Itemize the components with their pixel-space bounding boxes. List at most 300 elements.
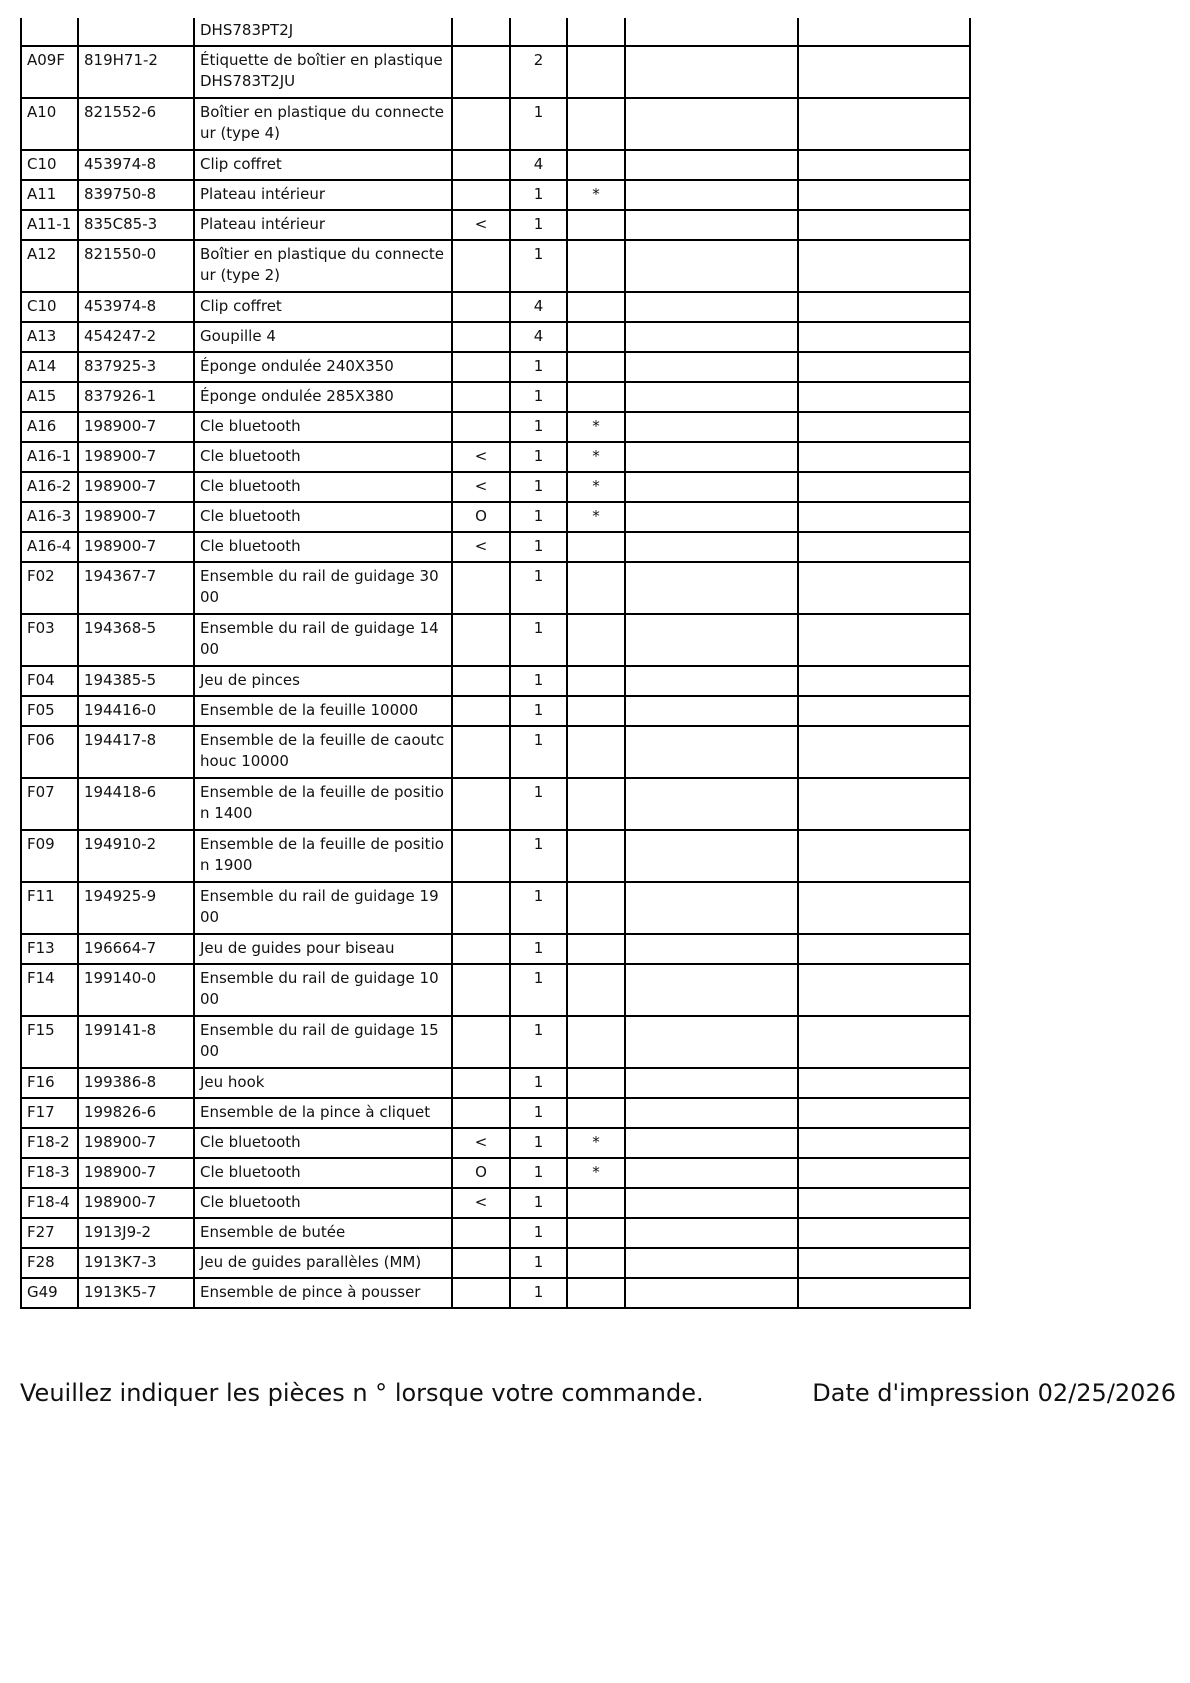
mark-cell	[567, 1016, 625, 1068]
empty-cell	[625, 442, 798, 472]
note-cell	[452, 1098, 510, 1128]
part-number-cell: 194417-8	[78, 726, 194, 778]
table-row	[21, 382, 970, 412]
table-row	[21, 98, 970, 150]
quantity-cell: 1	[510, 502, 567, 532]
mark-cell	[567, 696, 625, 726]
description-cell: Ensemble de la feuille de position 1900	[194, 830, 452, 882]
note-cell	[452, 666, 510, 696]
description-cell: Éponge ondulée 285X380	[194, 382, 452, 412]
ref-cell: F18-3	[21, 1158, 78, 1188]
mark-cell	[567, 240, 625, 292]
quantity-cell: 1	[510, 1098, 567, 1128]
description-cell: Ensemble de la feuille 10000	[194, 696, 452, 726]
quantity-cell: 4	[510, 150, 567, 180]
part-number-cell: 198900-7	[78, 442, 194, 472]
table-row	[21, 442, 970, 472]
note-cell	[452, 322, 510, 352]
quantity-cell: 1	[510, 1188, 567, 1218]
empty-cell	[625, 322, 798, 352]
empty-cell	[625, 1098, 798, 1128]
part-number-cell: 199386-8	[78, 1068, 194, 1098]
ref-cell: A11	[21, 180, 78, 210]
quantity-cell	[510, 18, 567, 46]
quantity-cell: 1	[510, 1068, 567, 1098]
ref-cell: A09F	[21, 46, 78, 98]
table-row	[21, 1158, 970, 1188]
empty-cell	[798, 46, 970, 98]
table-row	[21, 472, 970, 502]
ref-cell: A11-1	[21, 210, 78, 240]
ref-cell: A16-1	[21, 442, 78, 472]
quantity-cell: 1	[510, 830, 567, 882]
note-cell	[452, 882, 510, 934]
quantity-cell: 1	[510, 180, 567, 210]
mark-cell	[567, 882, 625, 934]
note-cell	[452, 726, 510, 778]
table-row	[21, 1068, 970, 1098]
part-number-cell: 198900-7	[78, 472, 194, 502]
empty-cell	[798, 934, 970, 964]
empty-cell	[625, 1016, 798, 1068]
empty-cell	[625, 666, 798, 696]
empty-cell	[625, 1158, 798, 1188]
ref-cell: F18-4	[21, 1188, 78, 1218]
table-row	[21, 696, 970, 726]
empty-cell	[625, 614, 798, 666]
empty-cell	[798, 1068, 970, 1098]
table-row	[21, 614, 970, 666]
part-number-cell: 194416-0	[78, 696, 194, 726]
description-cell: Clip coffret	[194, 150, 452, 180]
part-number-cell: 196664-7	[78, 934, 194, 964]
note-cell	[452, 934, 510, 964]
empty-cell	[798, 98, 970, 150]
empty-cell	[798, 442, 970, 472]
note-cell: <	[452, 1128, 510, 1158]
table-row	[21, 352, 970, 382]
part-number-cell: 198900-7	[78, 1158, 194, 1188]
empty-cell	[625, 1248, 798, 1278]
mark-cell	[567, 934, 625, 964]
part-number-cell: 837925-3	[78, 352, 194, 382]
ref-cell: F17	[21, 1098, 78, 1128]
empty-cell	[798, 18, 970, 46]
description-cell: Plateau intérieur	[194, 180, 452, 210]
quantity-cell: 1	[510, 726, 567, 778]
empty-cell	[798, 1188, 970, 1218]
description-cell: Cle bluetooth	[194, 472, 452, 502]
empty-cell	[625, 240, 798, 292]
empty-cell	[798, 726, 970, 778]
table-row	[21, 726, 970, 778]
print-date: Date d'impression 02/25/2026	[812, 1379, 1176, 1407]
note-cell	[452, 830, 510, 882]
ref-cell: F03	[21, 614, 78, 666]
mark-cell	[567, 1218, 625, 1248]
description-cell: Cle bluetooth	[194, 1128, 452, 1158]
empty-cell	[798, 1218, 970, 1248]
note-cell	[452, 1248, 510, 1278]
table-row	[21, 240, 970, 292]
empty-cell	[798, 830, 970, 882]
note-cell	[452, 382, 510, 412]
part-number-cell: 194910-2	[78, 830, 194, 882]
part-number-cell: 839750-8	[78, 180, 194, 210]
part-number-cell: 453974-8	[78, 292, 194, 322]
description-cell: Plateau intérieur	[194, 210, 452, 240]
part-number-cell: 198900-7	[78, 532, 194, 562]
empty-cell	[798, 696, 970, 726]
ref-cell: A12	[21, 240, 78, 292]
mark-cell	[567, 1098, 625, 1128]
empty-cell	[798, 614, 970, 666]
description-cell: Ensemble de butée	[194, 1218, 452, 1248]
table-row	[21, 292, 970, 322]
empty-cell	[798, 240, 970, 292]
note-cell	[452, 180, 510, 210]
part-number-cell: 194925-9	[78, 882, 194, 934]
empty-cell	[798, 322, 970, 352]
quantity-cell: 1	[510, 964, 567, 1016]
empty-cell	[625, 532, 798, 562]
empty-cell	[625, 696, 798, 726]
note-cell	[452, 964, 510, 1016]
description-cell: Cle bluetooth	[194, 532, 452, 562]
empty-cell	[625, 1218, 798, 1248]
note-cell	[452, 292, 510, 322]
quantity-cell: 1	[510, 1158, 567, 1188]
mark-cell: *	[567, 472, 625, 502]
table-row	[21, 1128, 970, 1158]
note-cell: <	[452, 1188, 510, 1218]
table-row	[21, 1218, 970, 1248]
note-cell	[452, 1218, 510, 1248]
mark-cell	[567, 150, 625, 180]
description-cell: Ensemble du rail de guidage 1400	[194, 614, 452, 666]
part-number-cell: 835C85-3	[78, 210, 194, 240]
ref-cell: C10	[21, 292, 78, 322]
empty-cell	[798, 882, 970, 934]
empty-cell	[798, 778, 970, 830]
mark-cell	[567, 1188, 625, 1218]
quantity-cell: 4	[510, 292, 567, 322]
ref-cell: F05	[21, 696, 78, 726]
description-cell: Cle bluetooth	[194, 502, 452, 532]
empty-cell	[625, 412, 798, 442]
table-row	[21, 18, 970, 46]
empty-cell	[625, 210, 798, 240]
quantity-cell: 1	[510, 666, 567, 696]
part-number-cell: 199141-8	[78, 1016, 194, 1068]
quantity-cell: 1	[510, 98, 567, 150]
table-row	[21, 46, 970, 98]
ref-cell: A15	[21, 382, 78, 412]
note-cell	[452, 1068, 510, 1098]
mark-cell	[567, 210, 625, 240]
table-row	[21, 778, 970, 830]
part-number-cell: 194368-5	[78, 614, 194, 666]
mark-cell	[567, 964, 625, 1016]
quantity-cell: 1	[510, 382, 567, 412]
empty-cell	[798, 1158, 970, 1188]
table-row	[21, 964, 970, 1016]
parts-table	[20, 18, 971, 1309]
ref-cell: F06	[21, 726, 78, 778]
mark-cell	[567, 1248, 625, 1278]
quantity-cell: 1	[510, 778, 567, 830]
description-cell: Étiquette de boîtier en plastique DHS783T2JU	[194, 46, 452, 98]
mark-cell	[567, 46, 625, 98]
empty-cell	[625, 1278, 798, 1308]
mark-cell	[567, 830, 625, 882]
empty-cell	[625, 1188, 798, 1218]
part-number-cell: 198900-7	[78, 412, 194, 442]
table-row	[21, 502, 970, 532]
empty-cell	[798, 1248, 970, 1278]
mark-cell	[567, 1068, 625, 1098]
mark-cell: *	[567, 180, 625, 210]
quantity-cell: 1	[510, 934, 567, 964]
empty-cell	[798, 412, 970, 442]
empty-cell	[798, 1128, 970, 1158]
note-cell	[452, 696, 510, 726]
description-cell: Ensemble de pince à pousser	[194, 1278, 452, 1308]
empty-cell	[625, 934, 798, 964]
part-number-cell: 194418-6	[78, 778, 194, 830]
note-cell	[452, 98, 510, 150]
note-cell	[452, 352, 510, 382]
empty-cell	[798, 382, 970, 412]
empty-cell	[625, 964, 798, 1016]
empty-cell	[625, 382, 798, 412]
quantity-cell: 1	[510, 442, 567, 472]
part-number-cell: 198900-7	[78, 1128, 194, 1158]
ref-cell: F09	[21, 830, 78, 882]
description-cell: Ensemble de la feuille de position 1400	[194, 778, 452, 830]
part-number-cell	[78, 18, 194, 46]
empty-cell	[625, 46, 798, 98]
table-row	[21, 532, 970, 562]
empty-cell	[625, 502, 798, 532]
ref-cell: A16	[21, 412, 78, 442]
note-cell: O	[452, 1158, 510, 1188]
part-number-cell: 821550-0	[78, 240, 194, 292]
ref-cell: A13	[21, 322, 78, 352]
table-row	[21, 412, 970, 442]
description-cell: Cle bluetooth	[194, 1158, 452, 1188]
empty-cell	[798, 666, 970, 696]
note-cell: O	[452, 502, 510, 532]
part-number-cell: 819H71-2	[78, 46, 194, 98]
description-cell: Ensemble de la feuille de caoutchouc 10000	[194, 726, 452, 778]
quantity-cell: 1	[510, 562, 567, 614]
empty-cell	[625, 98, 798, 150]
ref-cell: F28	[21, 1248, 78, 1278]
part-number-cell: 1913K7-3	[78, 1248, 194, 1278]
description-cell: Ensemble du rail de guidage 3000	[194, 562, 452, 614]
note-cell: <	[452, 472, 510, 502]
mark-cell	[567, 666, 625, 696]
note-cell: <	[452, 442, 510, 472]
empty-cell	[625, 292, 798, 322]
empty-cell	[625, 352, 798, 382]
mark-cell: *	[567, 1158, 625, 1188]
description-cell: Ensemble du rail de guidage 1500	[194, 1016, 452, 1068]
description-cell: Goupille 4	[194, 322, 452, 352]
empty-cell	[798, 1098, 970, 1128]
empty-cell	[798, 964, 970, 1016]
quantity-cell: 1	[510, 472, 567, 502]
table-row	[21, 180, 970, 210]
quantity-cell: 1	[510, 210, 567, 240]
ref-cell: F11	[21, 882, 78, 934]
part-number-cell: 1913J9-2	[78, 1218, 194, 1248]
note-cell	[452, 1016, 510, 1068]
quantity-cell: 1	[510, 532, 567, 562]
note-cell	[452, 412, 510, 442]
mark-cell: *	[567, 502, 625, 532]
quantity-cell: 1	[510, 1128, 567, 1158]
empty-cell	[798, 180, 970, 210]
description-cell: Cle bluetooth	[194, 1188, 452, 1218]
order-instruction-note: Veuillez indiquer les pièces n ° lorsque votre commande.	[20, 1379, 704, 1407]
empty-cell	[625, 882, 798, 934]
quantity-cell: 1	[510, 614, 567, 666]
quantity-cell: 2	[510, 46, 567, 98]
mark-cell	[567, 614, 625, 666]
ref-cell: G49	[21, 1278, 78, 1308]
description-cell: Cle bluetooth	[194, 412, 452, 442]
ref-cell: C10	[21, 150, 78, 180]
table-row	[21, 1248, 970, 1278]
mark-cell	[567, 778, 625, 830]
part-number-cell: 821552-6	[78, 98, 194, 150]
part-number-cell: 199826-6	[78, 1098, 194, 1128]
ref-cell: F13	[21, 934, 78, 964]
quantity-cell: 1	[510, 882, 567, 934]
empty-cell	[798, 352, 970, 382]
ref-cell: F18-2	[21, 1128, 78, 1158]
empty-cell	[625, 778, 798, 830]
mark-cell	[567, 562, 625, 614]
note-cell	[452, 1278, 510, 1308]
table-row	[21, 150, 970, 180]
quantity-cell: 4	[510, 322, 567, 352]
table-row	[21, 322, 970, 352]
empty-cell	[798, 502, 970, 532]
mark-cell	[567, 726, 625, 778]
description-cell: Ensemble de la pince à cliquet	[194, 1098, 452, 1128]
part-number-cell: 194385-5	[78, 666, 194, 696]
part-number-cell: 194367-7	[78, 562, 194, 614]
table-row	[21, 882, 970, 934]
empty-cell	[625, 726, 798, 778]
empty-cell	[625, 150, 798, 180]
description-cell: Clip coffret	[194, 292, 452, 322]
table-row	[21, 562, 970, 614]
mark-cell	[567, 98, 625, 150]
table-row	[21, 666, 970, 696]
empty-cell	[625, 1068, 798, 1098]
empty-cell	[625, 472, 798, 502]
ref-cell: F27	[21, 1218, 78, 1248]
mark-cell	[567, 532, 625, 562]
empty-cell	[798, 562, 970, 614]
empty-cell	[798, 472, 970, 502]
ref-cell	[21, 18, 78, 46]
table-row	[21, 1278, 970, 1308]
quantity-cell: 1	[510, 412, 567, 442]
table-row	[21, 830, 970, 882]
note-cell	[452, 240, 510, 292]
description-cell: Jeu de guides pour biseau	[194, 934, 452, 964]
mark-cell	[567, 322, 625, 352]
ref-cell: F15	[21, 1016, 78, 1068]
table-row	[21, 1098, 970, 1128]
quantity-cell: 1	[510, 352, 567, 382]
description-cell: Éponge ondulée 240X350	[194, 352, 452, 382]
parts-table-body	[21, 18, 970, 1308]
ref-cell: A10	[21, 98, 78, 150]
part-number-cell: 198900-7	[78, 502, 194, 532]
mark-cell	[567, 382, 625, 412]
empty-cell	[798, 1278, 970, 1308]
empty-cell	[798, 1016, 970, 1068]
mark-cell: *	[567, 412, 625, 442]
description-cell: Cle bluetooth	[194, 442, 452, 472]
empty-cell	[798, 210, 970, 240]
quantity-cell: 1	[510, 1218, 567, 1248]
ref-cell: A14	[21, 352, 78, 382]
description-cell: Jeu hook	[194, 1068, 452, 1098]
ref-cell: F04	[21, 666, 78, 696]
empty-cell	[798, 150, 970, 180]
ref-cell: F07	[21, 778, 78, 830]
mark-cell	[567, 352, 625, 382]
description-cell: Boîtier en plastique du connecteur (type 4)	[194, 98, 452, 150]
table-row	[21, 1188, 970, 1218]
quantity-cell: 1	[510, 1248, 567, 1278]
empty-cell	[625, 180, 798, 210]
ref-cell: F16	[21, 1068, 78, 1098]
note-cell	[452, 150, 510, 180]
empty-cell	[625, 18, 798, 46]
note-cell: <	[452, 210, 510, 240]
part-number-cell: 453974-8	[78, 150, 194, 180]
description-cell: Ensemble du rail de guidage 1000	[194, 964, 452, 1016]
quantity-cell: 1	[510, 1016, 567, 1068]
part-number-cell: 199140-0	[78, 964, 194, 1016]
quantity-cell: 1	[510, 1278, 567, 1308]
empty-cell	[798, 292, 970, 322]
description-cell: Jeu de guides parallèles (MM)	[194, 1248, 452, 1278]
empty-cell	[625, 562, 798, 614]
note-cell	[452, 614, 510, 666]
note-cell	[452, 778, 510, 830]
ref-cell: A16-4	[21, 532, 78, 562]
mark-cell	[567, 18, 625, 46]
quantity-cell: 1	[510, 696, 567, 726]
table-row	[21, 210, 970, 240]
ref-cell: A16-3	[21, 502, 78, 532]
description-cell: Ensemble du rail de guidage 1900	[194, 882, 452, 934]
mark-cell	[567, 1278, 625, 1308]
part-number-cell: 837926-1	[78, 382, 194, 412]
table-row	[21, 1016, 970, 1068]
empty-cell	[625, 1128, 798, 1158]
part-number-cell: 1913K5-7	[78, 1278, 194, 1308]
